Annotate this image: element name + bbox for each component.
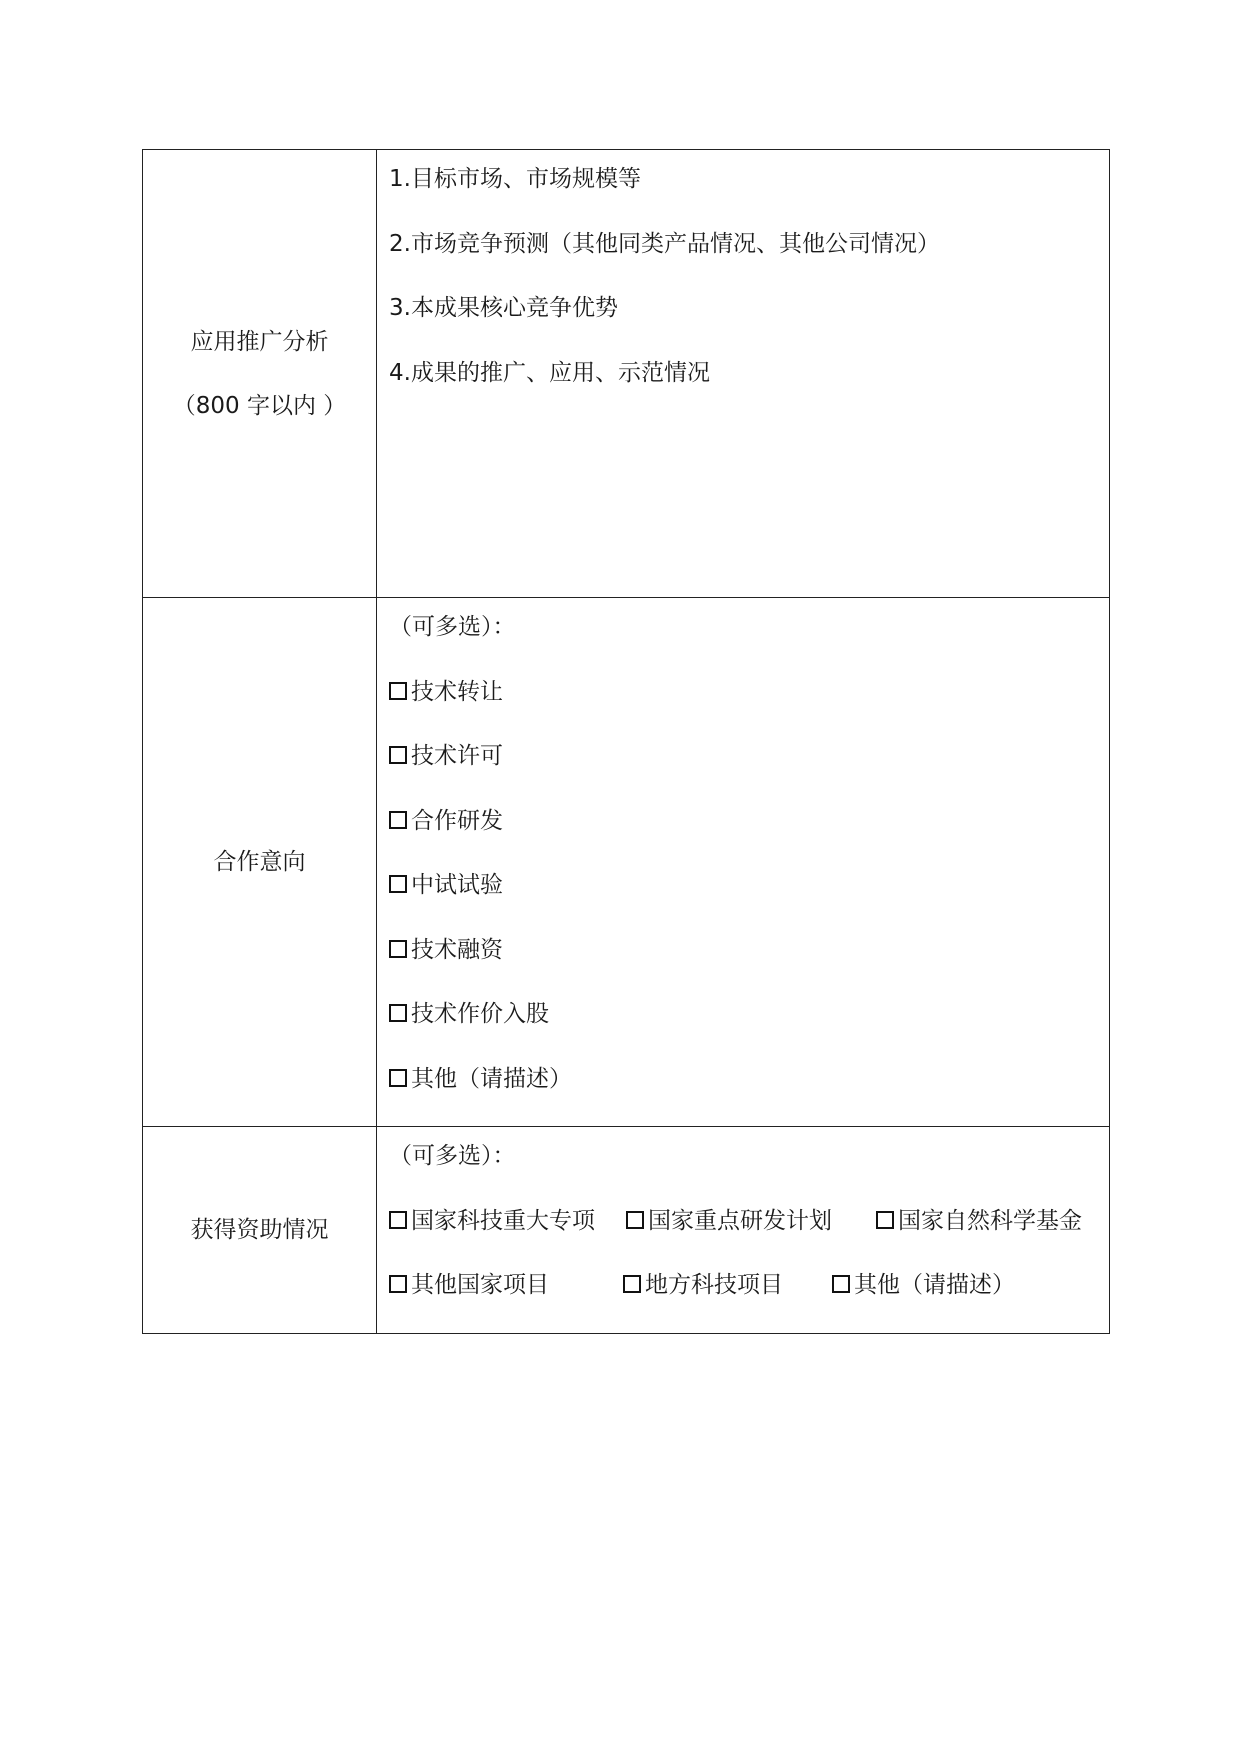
option-label: 中试试验 (411, 872, 503, 898)
checkbox-icon[interactable] (389, 1211, 407, 1229)
label-cell-funding (143, 1127, 377, 1334)
analysis-item-competition: 2.市场竞争预测（其他同类产品情况、其他公司情况） (389, 230, 940, 257)
option-label: 合作研发 (411, 807, 503, 834)
option-tech-equity[interactable] (389, 997, 1109, 1062)
checkbox-icon[interactable] (389, 746, 407, 764)
option-label: 技术融资 (411, 936, 503, 963)
checkbox-icon[interactable] (389, 1004, 407, 1022)
analysis-item-market: 1.目标市场、市场规模等 (389, 166, 641, 192)
row-funding-status (143, 1127, 1110, 1334)
option-local-sci-tech-project[interactable] (623, 1268, 783, 1302)
checkbox-icon[interactable] (389, 811, 407, 829)
option-label: 技术作价入股 (411, 1001, 549, 1027)
option-label: 技术许可 (411, 743, 503, 769)
option-national-key-rnd[interactable] (626, 1204, 832, 1238)
funding-multi-select-hint: （可多选）： (389, 1143, 516, 1169)
checkbox-icon[interactable] (389, 682, 407, 700)
checkbox-icon[interactable] (389, 1275, 407, 1293)
label-cooperation-intent: 合作意向 (213, 849, 306, 875)
cooperation-multi-select-hint: （可多选）： (389, 614, 516, 640)
option-label: 国家重点研发计划 (648, 1207, 832, 1234)
row-cooperation-intent (143, 598, 1110, 1127)
content-cell-cooperation (377, 598, 1110, 1127)
label-application-analysis: 应用推广分析 (190, 328, 329, 355)
checkbox-icon[interactable] (389, 1069, 407, 1087)
option-label: 其他国家项目 (411, 1272, 549, 1298)
option-nsfc[interactable] (876, 1204, 1082, 1238)
funding-options-row-2 (389, 1268, 1109, 1333)
option-tech-license[interactable] (389, 739, 1109, 804)
option-tech-financing[interactable] (389, 933, 1109, 998)
option-label: 其他（请描述） (854, 1272, 1015, 1298)
checkbox-icon[interactable] (389, 940, 407, 958)
label-cell-cooperation (143, 598, 377, 1127)
funding-options-row-1 (389, 1204, 1109, 1269)
option-national-major-project[interactable] (389, 1204, 595, 1238)
analysis-item-advantage: 3.本成果核心竞争优势 (389, 295, 618, 321)
content-cell-application-analysis[interactable] (377, 150, 1110, 598)
label-funding-status: 获得资助情况 (190, 1216, 329, 1243)
row-application-analysis (143, 150, 1110, 598)
option-label: 技术转让 (411, 678, 503, 705)
checkbox-icon[interactable] (389, 875, 407, 893)
checkbox-icon[interactable] (832, 1275, 850, 1293)
option-tech-transfer[interactable] (389, 675, 1109, 740)
checkbox-icon[interactable] (626, 1211, 644, 1229)
checkbox-icon[interactable] (876, 1211, 894, 1229)
option-pilot-test[interactable] (389, 868, 1109, 933)
option-label: 国家自然科学基金 (898, 1207, 1082, 1234)
analysis-item-promotion: 4.成果的推广、应用、示范情况 (389, 359, 710, 386)
option-joint-rnd[interactable] (389, 804, 1109, 869)
option-label: 国家科技重大专项 (411, 1207, 595, 1234)
application-form-table (142, 149, 1110, 1334)
content-cell-funding (377, 1127, 1110, 1334)
label-word-limit: （800 字以内 ） (172, 392, 347, 419)
option-label: 其他（请描述） (411, 1065, 572, 1092)
option-other-national-project[interactable] (389, 1268, 549, 1302)
option-label: 地方科技项目 (645, 1272, 783, 1298)
label-cell-application-analysis (143, 150, 377, 598)
checkbox-icon[interactable] (623, 1275, 641, 1293)
option-funding-other[interactable] (832, 1268, 1015, 1302)
option-other-describe[interactable] (389, 1062, 1109, 1127)
